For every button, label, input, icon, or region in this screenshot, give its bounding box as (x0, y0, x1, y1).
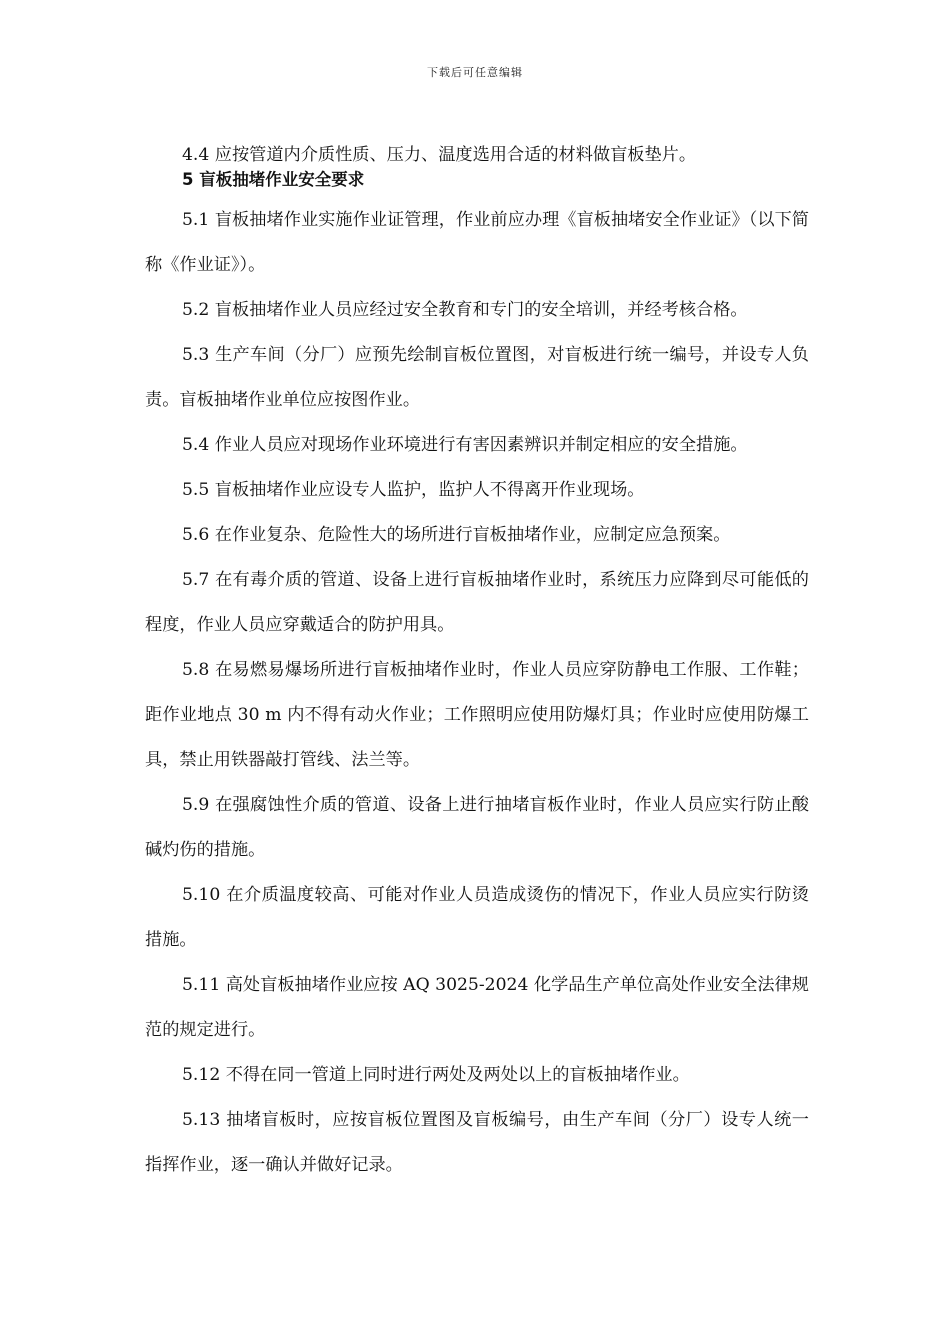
document-body (145, 136, 809, 1188)
paragraph-5-7: 5.7 在有毒介质的管道、设备上进行盲板抽堵作业时，系统压力应降到尽可能低的程度，作业人员应穿戴适合的防护用具。 (145, 570, 809, 635)
paragraph-5-2: 5.2 盲板抽堵作业人员应经过安全教育和专门的安全培训，并经考核合格。 (182, 300, 748, 320)
paragraph-5-10: 5.10 在介质温度较高、可能对作业人员造成烫伤的情况下，作业人员应实行防烫措施。 (145, 885, 809, 950)
paragraph-5-9: 5.9 在强腐蚀性介质的管道、设备上进行抽堵盲板作业时，作业人员应实行防止酸碱灼伤的措施。 (145, 795, 809, 860)
paragraph-5-12: 5.12 不得在同一管道上同时进行两处及两处以上的盲板抽堵作业。 (182, 1065, 690, 1085)
paragraph-5-6: 5.6 在作业复杂、危险性大的场所进行盲板抽堵作业，应制定应急预案。 (182, 525, 731, 545)
paragraph-5-4: 5.4 作业人员应对现场作业环境进行有害因素辨识并制定相应的安全措施。 (182, 435, 748, 455)
paragraph-4-4: 4.4 应按管道内介质性质、压力、温度选用合适的材料做盲板垫片。 (182, 145, 697, 165)
paragraph-5-1: 5.1 盲板抽堵作业实施作业证管理，作业前应办理《盲板抽堵安全作业证》（以下简称《作业证》）。 (145, 210, 809, 275)
paragraph-5-3: 5.3 生产车间（分厂）应预先绘制盲板位置图，对盲板进行统一编号，并设专人负责。盲板抽堵作业单位应按图作业。 (145, 345, 809, 410)
paragraph-5-13: 5.13 抽堵盲板时，应按盲板位置图及盲板编号，由生产车间（分厂）设专人统一指挥作业，逐一确认并做好记录。 (145, 1110, 809, 1175)
paragraph-5-5: 5.5 盲板抽堵作业应设专人监护，监护人不得离开作业现场。 (182, 480, 645, 500)
paragraph-5-11: 5.11 高处盲板抽堵作业应按 AQ 3025-2024 化学品生产单位高处作业安全法律规范的规定进行。 (145, 975, 809, 1040)
section-heading-5: 5 盲板抽堵作业安全要求 (182, 170, 365, 189)
paragraph-5-8: 5.8 在易燃易爆场所进行盲板抽堵作业时，作业人员应穿防静电工作服、工作鞋；距作业地点 30 m 内不得有动火作业；工作照明应使用防爆灯具；作业时应使用防爆工具，禁止用铁器敲打管线、法兰等。 (145, 660, 809, 770)
page-header-note: 下载后可任意编辑 (427, 66, 523, 79)
